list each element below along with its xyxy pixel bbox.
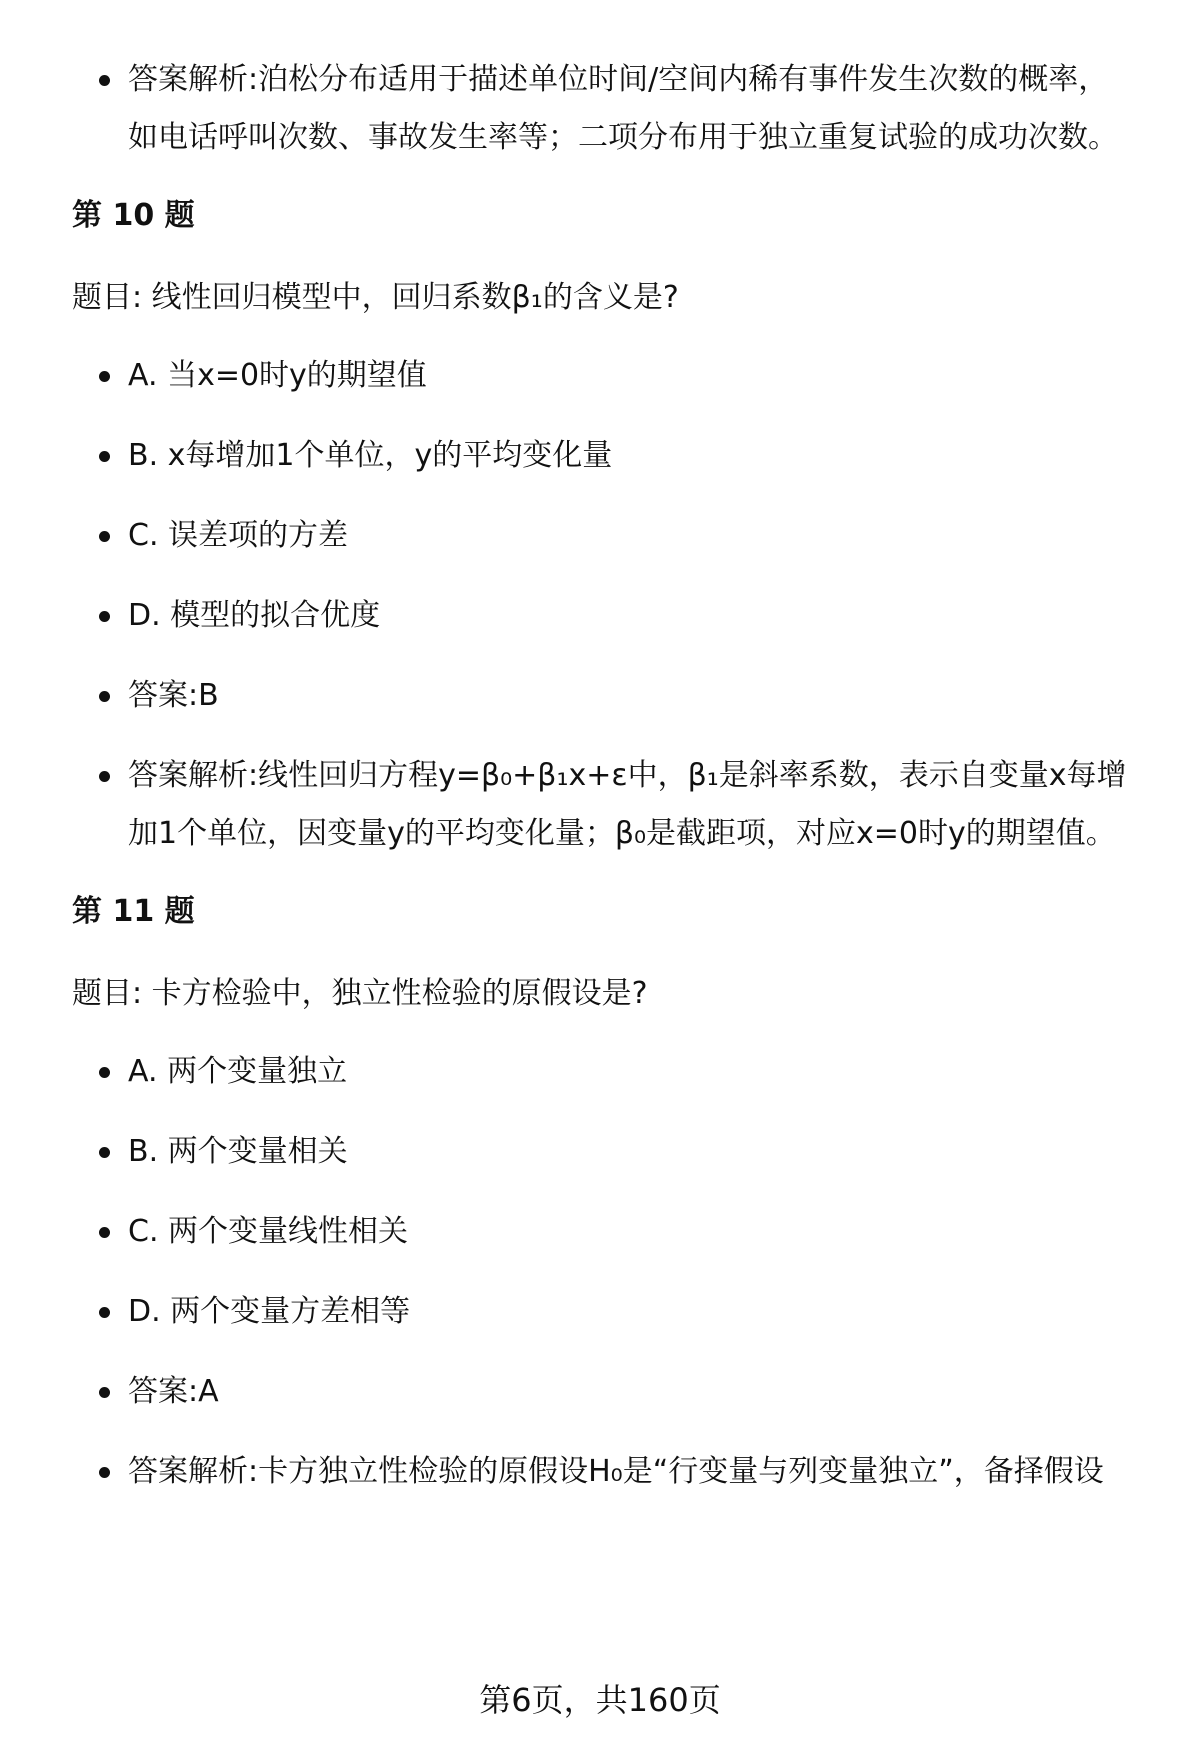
- analysis-text: 答案解析:泊松分布适用于描述单位时间/空间内稀有事件发生次数的概率，如电话呼叫次数、事故发生率等；二项分布用于独立重复试验的成功次数。: [128, 62, 1118, 155]
- option-text: A. 当x=0时y的期望值: [128, 358, 427, 393]
- list-item-analysis: [128, 747, 1138, 863]
- answer-item: [128, 1363, 1138, 1421]
- option-item: [128, 1203, 1138, 1261]
- answer-text: 答案:A: [128, 1374, 219, 1409]
- answer-text: 答案:B: [128, 678, 219, 713]
- question-text: 题目: 卡方检验中，独立性检验的原假设是?: [72, 976, 648, 1011]
- option-item: [128, 427, 1138, 485]
- option-item: [128, 587, 1138, 645]
- question-text: 题目: 线性回归模型中，回归系数β₁的含义是?: [72, 280, 679, 315]
- option-text: A. 两个变量独立: [128, 1054, 348, 1089]
- question-heading: 第 10 题: [72, 198, 195, 233]
- option-text: B. x每增加1个单位，y的平均变化量: [128, 438, 613, 473]
- analysis-text: 答案解析:卡方独立性检验的原假设H₀是“行变量与列变量独立”，备择假设: [128, 1454, 1104, 1489]
- question-heading: 第 11 题: [72, 894, 195, 929]
- option-text: D. 两个变量方差相等: [128, 1294, 411, 1329]
- option-item: [128, 1123, 1138, 1181]
- list-item-analysis: [128, 1443, 1138, 1501]
- option-item: [128, 1283, 1138, 1341]
- analysis-text: 答案解析:线性回归方程y=β₀+β₁x+ε中，β₁是斜率系数，表示自变量x每增加1个单位，因变量y的平均变化量；β₀是截距项，对应x=0时y的期望值。: [128, 758, 1127, 851]
- option-text: B. 两个变量相关: [128, 1134, 348, 1169]
- page-number: 第6页，共160页: [479, 1681, 721, 1719]
- answer-item: [128, 667, 1138, 725]
- option-text: D. 模型的拟合优度: [128, 598, 381, 633]
- option-item: [128, 1043, 1138, 1101]
- option-item: [128, 347, 1138, 405]
- list-item-analysis: [128, 51, 1138, 167]
- option-text: C. 误差项的方差: [128, 518, 349, 553]
- option-item: [128, 507, 1138, 565]
- option-text: C. 两个变量线性相关: [128, 1214, 409, 1249]
